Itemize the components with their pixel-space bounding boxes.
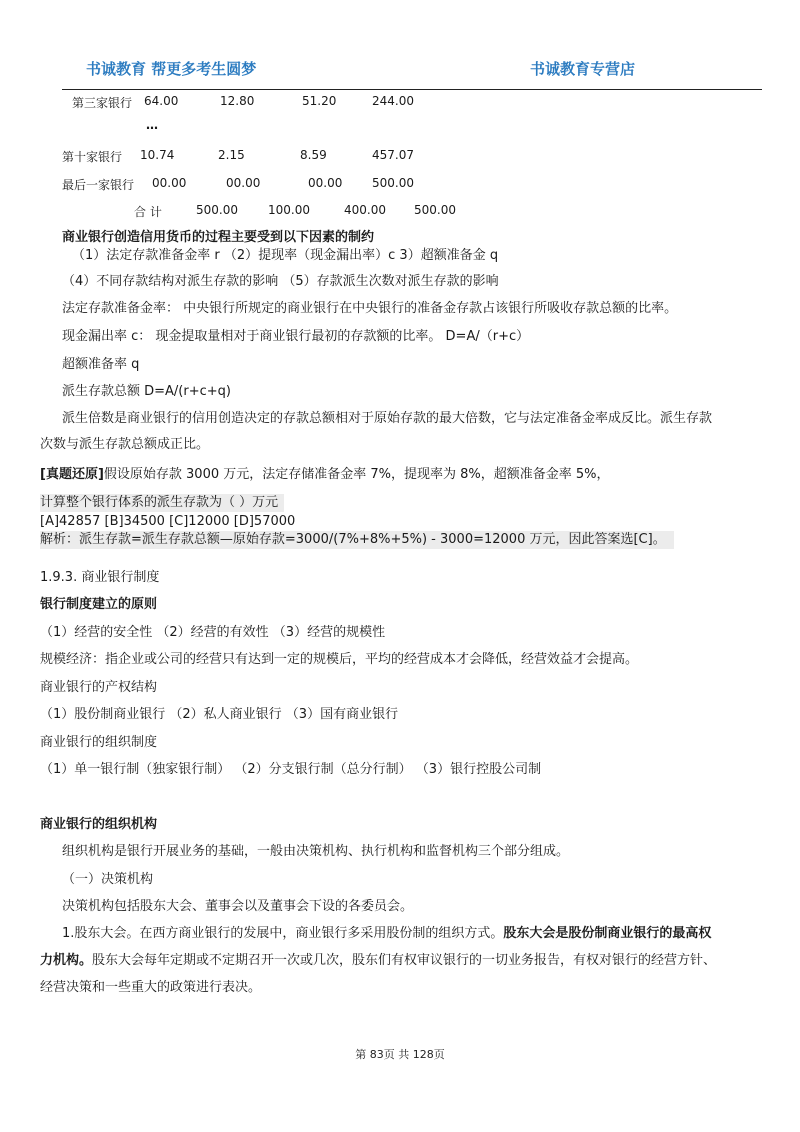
paragraph: 经营决策和一些重大的政策进行表决。 — [40, 980, 262, 995]
cell-value: 244.00 — [372, 94, 414, 108]
exam-question-line2: 计算整个银行体系的派生存款为（ ）万元 — [40, 494, 284, 512]
header-right-title: 书诚教育专营店 — [530, 60, 636, 78]
paragraph — [62, 925, 711, 943]
subsection-title: （一）决策机构 — [62, 872, 154, 887]
paragraph-text: 股东大会每年定期或不定期召开一次或几次，股东们有权审议银行的一切业务报告，有权对银行的经营方针、 — [92, 953, 717, 968]
principles-list: （1）经营的安全性 （2）经营的有效性 （3）经营的规模性 — [40, 625, 386, 640]
paragraph: 次数与派生存款总额成正比。 — [40, 437, 210, 452]
cell-value: 00.00 — [152, 176, 187, 190]
cell-value: 500.00 — [196, 203, 238, 217]
section-heading: 商业银行的组织机构 — [40, 817, 158, 832]
subtitle: 商业银行的产权结构 — [40, 680, 158, 695]
emphasis: 股东大会是股份制商业银行的最高权 — [503, 926, 712, 941]
cell-value: 51.20 — [302, 94, 337, 108]
cell-value: 64.00 — [144, 94, 179, 108]
paragraph-text: 1.股东大会。在西方商业银行的发展中，商业银行多采用股份制的组织方式。 — [62, 926, 504, 941]
cell-value: 2.15 — [218, 148, 245, 162]
definition: 现金漏出率 c： 现金提取量相对于商业银行最初的存款额的比率。 D=A/（r+c） — [62, 329, 530, 344]
paragraph: 派生倍数是商业银行的信用创造决定的存款总额相对于原始存款的最大倍数，它与法定准备金率成反比。派生存款 — [62, 411, 713, 426]
exam-options: [A]42857 [B]34500 [C]12000 [D]57000 — [40, 514, 296, 529]
exam-question — [40, 466, 610, 484]
page-number: 第 83页 共 128页 — [355, 1048, 445, 1061]
total-label: 合 计 — [134, 205, 162, 219]
paragraph: 决策机构包括股东大会、董事会以及董事会下设的各委员会。 — [62, 899, 414, 914]
section-heading: 银行制度建立的原则 — [40, 597, 158, 612]
bank-name: 最后一家银行 — [62, 178, 135, 192]
cell-value: 457.07 — [372, 148, 414, 162]
paragraph — [40, 952, 716, 970]
formula: 派生存款总额 D=A/(r+c+q) — [62, 384, 231, 399]
bank-name: 第十家银行 — [62, 150, 123, 164]
exam-answer: 解析：派生存款=派生存款总额—原始存款=3000/(7%+8%+5%) - 3000=12000 万元，因此答案选[C]。 — [40, 531, 674, 549]
cell-value: 00.00 — [226, 176, 261, 190]
section-heading: 商业银行创造信用货币的过程主要受到以下因素的制约 — [62, 230, 375, 245]
bank-name: 第三家银行 — [72, 96, 133, 110]
paragraph: 组织机构是银行开展业务的基础，一般由决策机构、执行机构和监督机构三个部分组成。 — [62, 844, 570, 859]
cell-value: 400.00 — [344, 203, 386, 217]
cell-value: 500.00 — [372, 176, 414, 190]
factor-line: （1）法定存款准备金率 r （2）提现率（现金漏出率）c 3）超额准备金 q — [72, 248, 499, 263]
emphasis: 力机构。 — [40, 953, 93, 968]
header-left-title: 书诚教育 帮更多考生圆梦 — [86, 60, 257, 78]
cell-value: 500.00 — [414, 203, 456, 217]
list-line: （1）单一银行制（独家银行制） （2）分支银行制（总分行制） （3）银行控股公司制 — [40, 762, 542, 777]
definition: 法定存款准备金率： 中央银行所规定的商业银行在中央银行的准备金存款占该银行所吸收存款总额的比率。 — [62, 301, 678, 316]
factor-line: （4）不同存款结构对派生存款的影响 （5）存款派生次数对派生存款的影响 — [62, 274, 499, 289]
cell-value: 10.74 — [140, 148, 175, 162]
cell-value: 8.59 — [300, 148, 327, 162]
subtitle: 商业银行的组织制度 — [40, 735, 158, 750]
cell-value: 12.80 — [220, 94, 255, 108]
cell-value: 100.00 — [268, 203, 310, 217]
paragraph: 规模经济：指企业或公司的经营只有达到一定的规模后，平均的经营成本才会降低，经营效益才会提高。 — [40, 652, 639, 667]
ellipsis: … — [146, 118, 158, 132]
list-line: （1）股份制商业银行 （2）私人商业银行 （3）国有商业银行 — [40, 707, 399, 722]
exam-tag: [真题还原] — [40, 467, 104, 482]
definition: 超额准备率 q — [62, 357, 140, 372]
cell-value: 00.00 — [308, 176, 343, 190]
header-divider — [62, 89, 762, 90]
section-number-title: 1.9.3. 商业银行制度 — [40, 570, 160, 585]
exam-question-text: 假设原始存款 3000 万元，法定存储准备金率 7%，提现率为 8%，超额准备金率 5%， — [103, 467, 610, 482]
